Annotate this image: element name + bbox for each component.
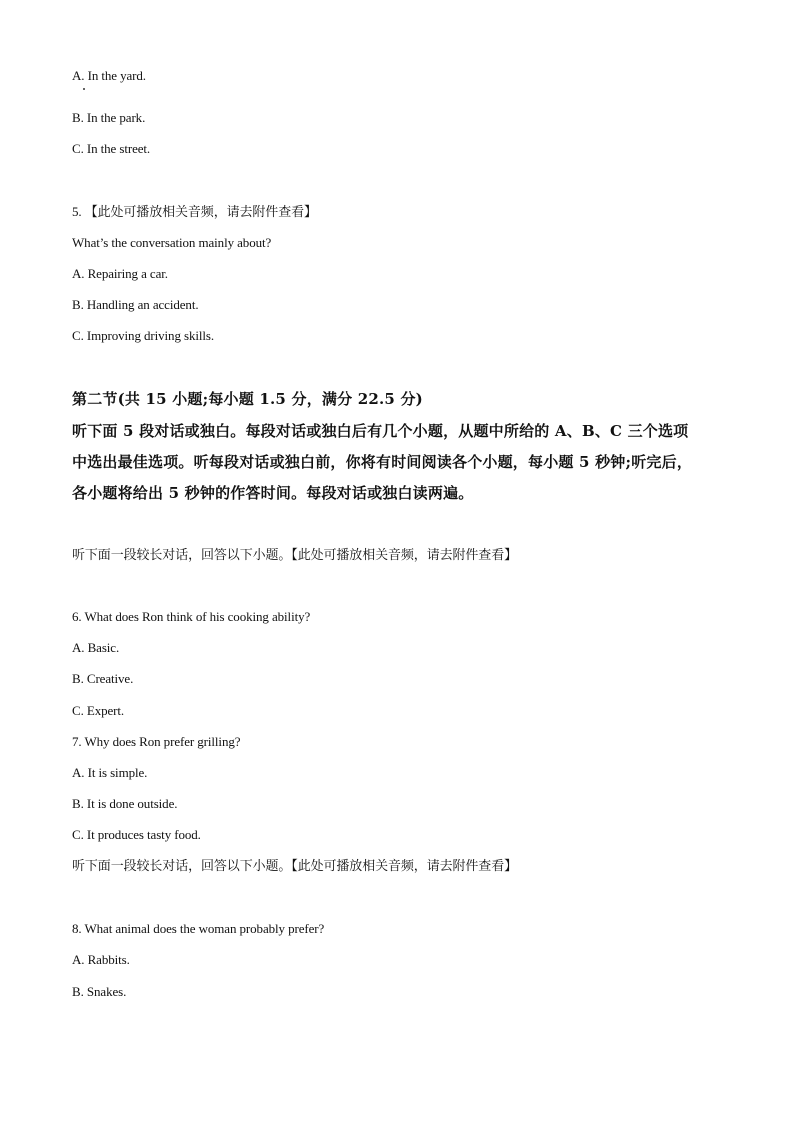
q5-option-b: B. Handling an accident. [72, 297, 199, 312]
dialogue1-intro: 听下面一段较长对话，回答以下小题。【此处可播放相关音频，请去附件查看】 [72, 547, 518, 562]
q7-question: 7. Why does Ron prefer grilling? [72, 734, 241, 749]
q8-option-a: A. Rabbits. [72, 952, 130, 967]
q6-option-b: B. Creative. [72, 671, 134, 686]
q8-question: 8. What animal does the woman probably prefer? [72, 921, 325, 936]
q6-option-a: A. Basic. [72, 640, 120, 655]
section2-instruction-line3: 各小题将给出 5 秒钟的作答时间。每段对话或独白读两遍。 [72, 484, 474, 502]
q7-option-c: C. It produces tasty food. [72, 827, 201, 842]
q5-option-c: C. Improving driving skills. [72, 328, 215, 343]
section2-instruction-line1: 听下面 5 段对话或独白。每段对话或独白后有几个小题，从题中所给的 A、B、C 三个选项 [72, 422, 689, 440]
q5-option-a: A. Repairing a car. [72, 266, 168, 281]
q4-option-c: C. In the street. [72, 141, 151, 156]
section2-title: 第二节(共 15 小题;每小题 1.5 分，满分 22.5 分) [72, 390, 423, 408]
q6-question: 6. What does Ron think of his cooking ability? [72, 609, 311, 624]
q7-option-b: B. It is done outside. [72, 796, 178, 811]
q6-option-c: C. Expert. [72, 703, 125, 718]
q8-option-b: B. Snakes. [72, 984, 127, 999]
q7-option-a: A. It is simple. [72, 765, 148, 780]
q5-question: What’s the conversation mainly about? [72, 235, 272, 250]
q4-option-a: A. In the yard. [72, 68, 146, 83]
q5-audio-note: 5. 【此处可播放相关音频，请去附件查看】 [72, 204, 317, 219]
stray-dot [83, 88, 85, 90]
dialogue2-intro: 听下面一段较长对话，回答以下小题。【此处可播放相关音频，请去附件查看】 [72, 858, 518, 873]
q4-option-b: B. In the park. [72, 110, 146, 125]
section2-instruction-line2: 中选出最佳选项。听每段对话或独白前，你将有时间阅读各个小题，每小题 5 秒钟;听完后， [72, 453, 693, 471]
